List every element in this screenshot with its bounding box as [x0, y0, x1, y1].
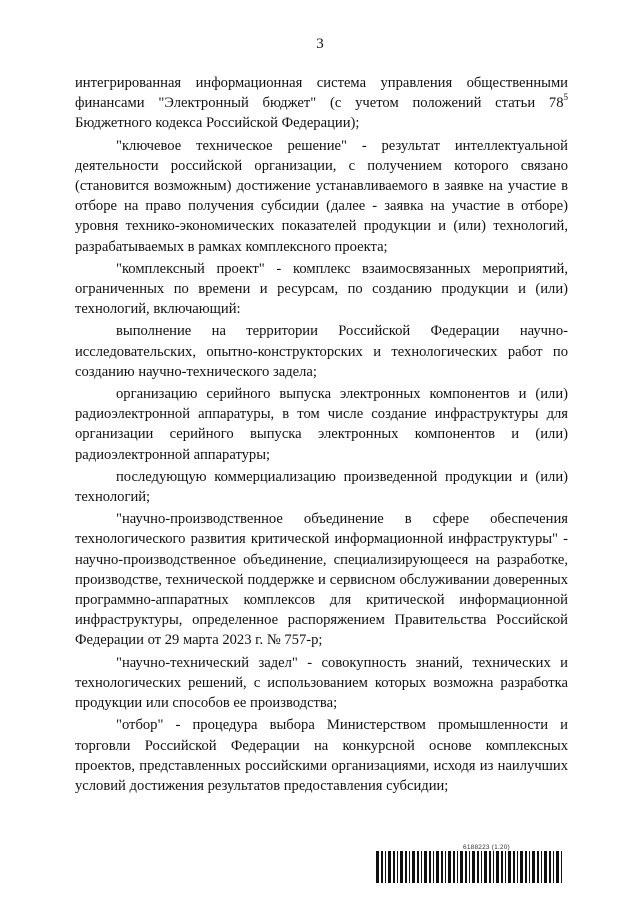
paragraph-text: интегрированная информационная система управления общественными финансами "Электронный бюджет" (с учетом положений статьи 78 [75, 75, 568, 112]
definition-scientific-technical-backlog: "научно-технический задел" - совокупность знаний, технических и технологических решений, с использованием которых возможна разработка продукции или способов ее производства; [75, 654, 568, 712]
barcode-icon [376, 851, 562, 883]
list-item-serial-production: организацию серийного выпуска электронных компонентов и (или) радиоэлектронной аппаратуры, в том числе создание инфраструктуры для организации серийного выпуска электронных компонентов и (или) радиоэлектронной аппаратуры; [75, 386, 568, 463]
paragraph-intro [75, 73, 568, 134]
definition-key-technical-solution: "ключевое техническое решение" - результат интеллектуальной деятельности российской организации, с получением которого связано (становится возможным) достижение устанавливаемого в заявке на участие в отборе на право получения субсидии (далее - заявка на участие в отборе) уровня технико-экономических показателей продукции и (или) технологий, разрабатываемых в рамках комплексного проекта; [75, 137, 568, 255]
list-item-research: выполнение на территории Российской Федерации научно-исследовательских, опытно-конструкторских и технологических работ по созданию научно-технического задела; [75, 323, 568, 380]
definition-complex-project: "комплексный проект" - комплекс взаимосвязанных мероприятий, ограниченных по времени и ресурсам, по созданию продукции и (или) технологий, включающий: [75, 260, 568, 318]
paragraph-text-tail: Бюджетного кодекса Российской Федерации); [75, 115, 360, 132]
page-number: 3 [316, 36, 324, 52]
list-item-commercialization: последующую коммерциализацию произведенной продукции и (или) технологий; [75, 468, 568, 506]
definition-selection: "отбор" - процедура выбора Министерством промышленности и торговли Российской Федерации на конкурсной основе комплексных проектов, представленных российскими организациями, исходя из наилучших условий достижения результатов предоставления субсидии; [75, 717, 568, 794]
definition-scientific-production-association: "научно-производственное объединение в сфере обеспечения технологического развития критической информационной инфраструктуры" - научно-производственное объединение, специализирующееся на разработке, производстве, технической поддержке и сервисном обслуживании доверенных программно-аппаратных комплексов для критической информационной инфраструктуры, определенное распоряжением Правительства Российской Федерации от 29 марта 2023 г. № 757-р; [75, 511, 568, 649]
document-code: 6188223 (1.20) [463, 844, 510, 851]
document-body [75, 73, 568, 798]
superscript: 5 [563, 92, 568, 103]
